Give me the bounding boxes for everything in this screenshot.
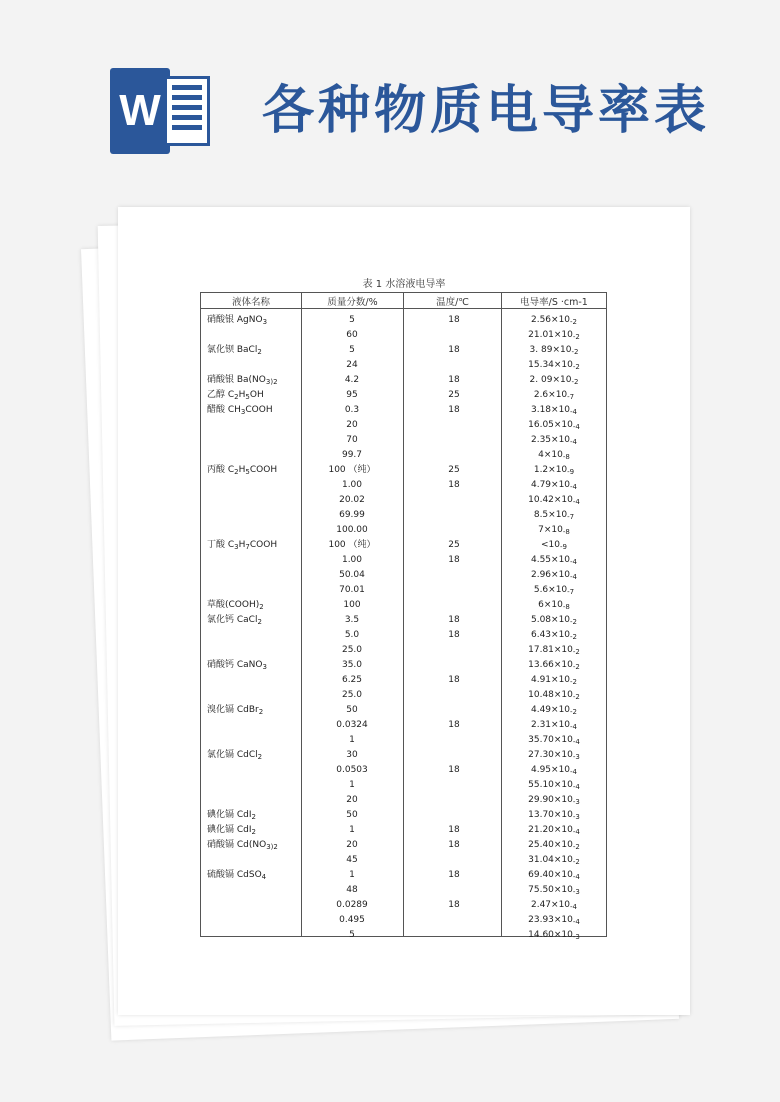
mass-fraction-cell: 3.5 [344,615,360,625]
substance-name: 硝酸钙 CaNO$_3$ [207,660,267,671]
conductivity-cell: $6.43\times 10_{-2}$ [530,630,578,641]
conductivity-cell: $4.55\times 10_{-4}$ [530,555,578,566]
conductivity-cell: $14.60\times 10_{-3}$ [528,930,580,941]
word-logo [110,68,212,154]
conductivity-cell: $5.08\times 10_{-2}$ [530,615,578,626]
temperature-cell: 18 [448,405,460,415]
mass-fraction-cell: 20 [346,420,358,430]
conductivity-cell: $31.04\times 10_{-2}$ [528,855,580,866]
conductivity-cell: $27.30\times 10_{-3}$ [528,750,580,761]
conductivity-cell: $5.6\times 10_{-7}$ [533,585,575,596]
mass-fraction-cell: 100 （纯） [328,540,376,550]
temperature-cell: 18 [448,825,460,835]
substance-name: 硝酸镉 $Cd(NO_{3)2}$ [207,840,278,851]
word-logo-letter: W [110,68,170,154]
conductivity-cell: $2.6\times 10_{-7}$ [533,390,575,401]
temperature-cell: 18 [448,555,460,565]
mass-fraction-cell: 99.7 [341,450,363,460]
conductivity-cell: 2. $09\times 10_{-2}$ [529,375,579,386]
column-header-mass: 质量分数/% [327,297,378,308]
document-lines-icon [164,76,210,146]
conductivity-cell: $21.01\times 10_{-2}$ [528,330,580,341]
page-title: 各种物质电导率表 [262,81,711,141]
mass-fraction-cell: 50 [346,705,358,715]
temperature-cell: 18 [448,375,460,385]
temperature-cell: 18 [448,615,460,625]
substance-name: 丙酸 $C_2H_5COOH$ [207,465,278,476]
conductivity-cell: $29.90\times 10_{-3}$ [528,795,580,806]
substance-name: 碘化镉 CdI$_2$ [207,825,256,836]
conductivity-cell: 3. $89\times 10_{-2}$ [529,345,579,356]
mass-fraction-cell: 100.00 [336,525,368,535]
mass-fraction-cell: 1 [349,825,355,835]
conductivity-cell: $4.95\times 10_{-4}$ [530,765,578,776]
mass-fraction-cell: 70.01 [339,585,365,595]
conductivity-cell: $75.50\times 10_{-3}$ [528,885,580,896]
temperature-cell: 25 [448,540,460,550]
conductivity-cell: $2.35\times 10_{-4}$ [530,435,578,446]
mass-fraction-cell: 95 [346,390,358,400]
substance-name: 硝酸银 AgNO$_3$ [207,315,268,326]
conductivity-cell: $4.49\times 10_{-2}$ [530,705,578,716]
conductivity-cell: $<10_{-9}$ [541,540,567,551]
column-header-name: 液体名称 [231,297,270,308]
mass-fraction-cell: 5 [349,930,355,940]
mass-fraction-cell: 1.00 [341,555,363,565]
temperature-cell: 25 [448,390,460,400]
substance-name: 氯化镉 CdCl$_2$ [207,750,263,761]
mass-fraction-cell: 20.02 [339,495,365,505]
temperature-cell: 18 [448,675,460,685]
document-page [118,207,690,1015]
conductivity-cell: $55.10\times 10_{-4}$ [528,780,580,791]
mass-fraction-cell: 25.0 [341,690,363,700]
conductivity-cell: $2.47\times 10_{-4}$ [530,900,578,911]
mass-fraction-cell: 70 [346,435,358,445]
conductivity-cell: $35.70\times 10_{-4}$ [528,735,580,746]
conductivity-cell: $8.5\times 10_{-7}$ [533,510,575,521]
conductivity-cell: $6\times 10_{-8}$ [538,600,570,611]
mass-fraction-cell: 60 [346,330,358,340]
mass-fraction-cell: 6.25 [341,675,363,685]
mass-fraction-cell: 0.0503 [336,765,368,775]
conductivity-cell: $4.91\times 10_{-2}$ [530,675,578,686]
conductivity-cell: $25.40\times 10_{-2}$ [528,840,580,851]
substance-name: 碘化镉 CdI$_2$ [207,810,256,821]
temperature-cell: 18 [448,480,460,490]
conductivity-cell: $23.93\times 10_{-4}$ [528,915,580,926]
conductivity-cell: $16.05\times 10_{-4}$ [528,420,580,431]
temperature-cell: 25 [448,465,460,475]
conductivity-cell: $2.96\times 10_{-4}$ [530,570,578,581]
mass-fraction-cell: 50.04 [339,570,365,580]
conductivity-cell: $21.20\times 10_{-4}$ [528,825,580,836]
mass-fraction-cell: 5 [349,315,355,325]
mass-fraction-cell: 45 [346,855,358,865]
substance-name: 醋酸 $CH_3COOH$ [207,405,273,416]
mass-fraction-cell: 30 [346,750,358,760]
mass-fraction-cell: 35.0 [341,660,363,670]
mass-fraction-cell: 0.0324 [336,720,368,730]
conductivity-cell: $7\times 10_{-8}$ [538,525,570,536]
substance-name: 硫酸镉 CdSO$_4$ [207,870,267,881]
temperature-cell: 18 [448,345,460,355]
conductivity-cell: $13.70\times 10_{-3}$ [528,810,580,821]
mass-fraction-cell: 100 （纯） [328,465,376,475]
conductivity-cell: $10.42\times 10_{-4}$ [528,495,580,506]
conductivity-cell: $10.48\times 10_{-2}$ [528,690,580,701]
mass-fraction-cell: 0.0289 [336,900,368,910]
substance-name: 氯化钙 CaCl$_2$ [207,615,262,626]
substance-name: 丁酸 $C_3H_7COOH$ [207,540,278,551]
mass-fraction-cell: 20 [346,795,358,805]
conductivity-cell: $2.31\times 10_{-4}$ [530,720,578,731]
temperature-cell: 18 [448,870,460,880]
temperature-cell: 18 [448,630,460,640]
mass-fraction-cell: 0.3 [344,405,360,415]
mass-fraction-cell: 24 [346,360,358,370]
substance-name: 溴化镉 CdBr$_2$ [207,705,264,716]
conductivity-table [200,292,607,941]
temperature-cell: 18 [448,840,460,850]
mass-fraction-cell: 1.00 [341,480,363,490]
substance-name: 氯化钡 BaCl$_2$ [207,345,262,356]
mass-fraction-cell: 48 [346,885,358,895]
conductivity-cell: $4.79\times 10_{-4}$ [530,480,578,491]
conductivity-cell: $2.56\times 10_{-2}$ [530,315,578,326]
mass-fraction-cell: 5 [349,345,355,355]
temperature-cell: 18 [448,315,460,325]
mass-fraction-cell: 5.0 [344,630,360,640]
mass-fraction-cell: 100 [343,600,361,610]
mass-fraction-cell: 25.0 [341,645,363,655]
conductivity-cell: $3.18\times 10_{-4}$ [530,405,578,416]
conductivity-cell: $1.2\times 10_{-9}$ [533,465,575,476]
temperature-cell: 18 [448,765,460,775]
column-header-conductivity: 电导率/S ·cm-1 [520,297,588,308]
substance-name: 乙醇 $C_2H_5OH$ [207,390,264,401]
temperature-cell: 18 [448,720,460,730]
substance-name: 硝酸银 $Ba(NO_{3)2}$ [207,375,278,386]
mass-fraction-cell: 69.99 [339,510,365,520]
mass-fraction-cell: 4.2 [344,375,360,385]
conductivity-cell: $4\times 10_{-8}$ [538,450,570,461]
conductivity-cell: $15.34\times 10_{-2}$ [528,360,580,371]
mass-fraction-cell: 1 [349,735,355,745]
mass-fraction-cell: 0.495 [339,915,365,925]
temperature-cell: 18 [448,900,460,910]
conductivity-cell: $17.81\times 10_{-2}$ [528,645,580,656]
conductivity-cell: $69.40\times 10_{-4}$ [528,870,580,881]
conductivity-cell: $13.66\times 10_{-2}$ [528,660,580,671]
mass-fraction-cell: 1 [349,870,355,880]
column-header-temp: 温度/℃ [436,297,469,308]
mass-fraction-cell: 20 [346,840,358,850]
mass-fraction-cell: 1 [349,780,355,790]
substance-name: 草酸$(COOH)_2$ [207,600,264,611]
table-caption: 表 1 水溶液电导率 [362,279,446,290]
mass-fraction-cell: 50 [346,810,358,820]
